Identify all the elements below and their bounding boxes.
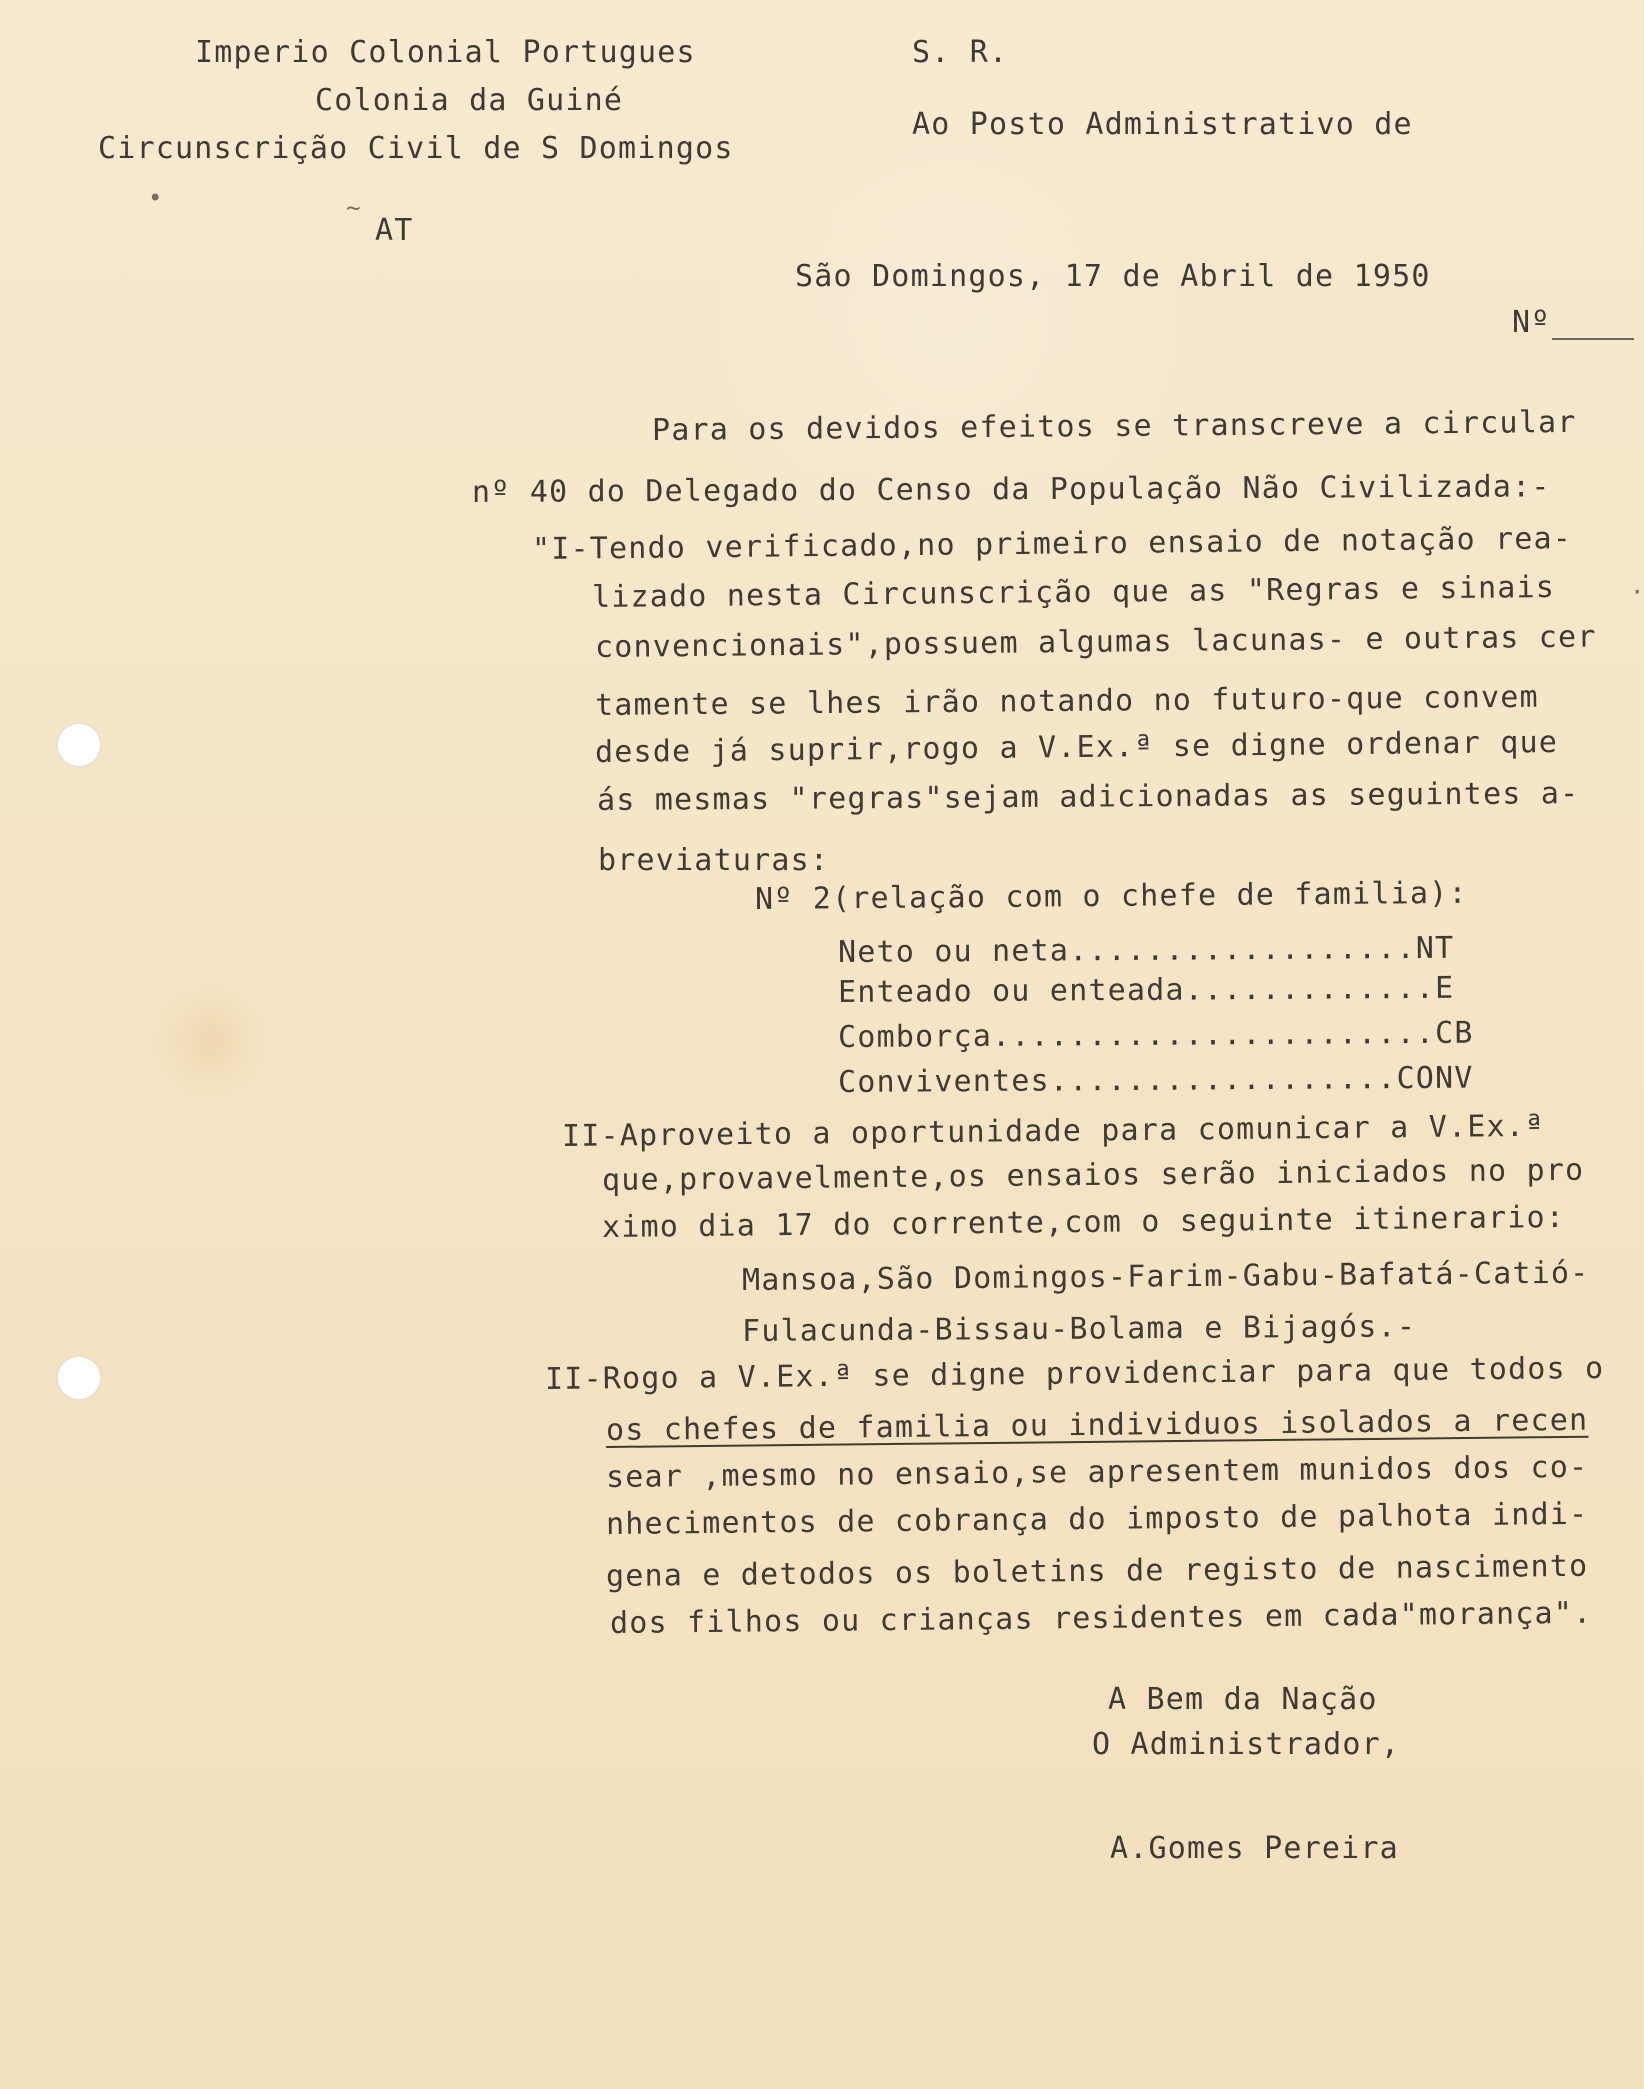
document-date: São Domingos, 17 de Abril de 1950 <box>795 259 1431 294</box>
document-number-line <box>1552 338 1634 340</box>
signature: A.Gomes Pereira <box>1110 1831 1399 1866</box>
ink-mark-right-edge: · <box>1630 578 1644 606</box>
section-iii-line-4: nhecimentos de cobrança do imposto de palhota indi- <box>605 1496 1589 1542</box>
header-recipient: Ao Posto Administrativo de <box>912 107 1413 142</box>
section-ii-line-3: ximo dia 17 do corrente,com o seguinte itinerario: <box>601 1199 1566 1245</box>
section-iii-line-3: sear ,mesmo no ensaio,se apresentem munidos dos co- <box>605 1449 1589 1495</box>
ink-mark-center: ~ <box>346 194 361 222</box>
header-code: AT <box>375 213 414 248</box>
abbreviation-item-1: Neto ou neta..................NT <box>837 930 1455 970</box>
section-i-line-6: ás mesmas "regras"sejam adicionadas as seguintes a- <box>596 776 1580 818</box>
header-sr: S. R. <box>912 35 1009 70</box>
abbreviation-item-3: Comborça.......................CB <box>837 1015 1474 1055</box>
header-line-1: Imperio Colonial Portugues <box>195 35 696 70</box>
section-ii-line-1: II-Aproveito a oportunidade para comunicar a V.Ex.ª <box>561 1108 1545 1154</box>
punch-hole-upper <box>57 723 101 767</box>
section-i-line-4: tamente se lhes irão notando no futuro-que convem <box>594 679 1539 723</box>
abbreviation-item-4: Conviventes..................CONV <box>837 1060 1474 1100</box>
underlined-family-heads-line: os chefes de familia ou individuos isolados a recen <box>605 1402 1589 1448</box>
section-iii-line-1: II-Rogo a V.Ex.ª se digne providenciar para que todos o <box>544 1350 1605 1397</box>
section-iii-line-5: gena e detodos os boletins de registo de nascimento <box>605 1548 1589 1594</box>
document-number-label: Nº <box>1512 305 1551 340</box>
header-line-3: Circunscrição Civil de S Domingos <box>98 131 734 166</box>
intro-line-1: Para os devidos efeitos se transcreve a circular <box>651 404 1577 448</box>
ink-mark-left: • <box>148 184 163 212</box>
abbreviation-item-2: Enteado ou enteada.............E <box>837 970 1455 1010</box>
section-i-line-2: lizado nesta Circunscrição que as "Regras e sinais <box>591 569 1556 615</box>
itinerary-line-2: Fulacunda-Bissau-Bolama e Bijagós.- <box>741 1309 1417 1349</box>
intro-line-2: nº 40 do Delegado do Censo da População Não Civilizada:- <box>471 469 1551 510</box>
section-i-line-1: "I-Tendo verificado,no primeiro ensaio de notação rea- <box>531 521 1573 567</box>
section-ii-line-2: que,provavelmente,os ensaios serão iniciados no pro <box>601 1152 1585 1198</box>
closing-line-2: O Administrador, <box>1092 1727 1401 1762</box>
punch-hole-lower <box>57 1356 101 1400</box>
section-i-line-7: breviaturas: <box>598 843 830 878</box>
section-i-line-3: convencionais",possuem algumas lacunas- e outras cer <box>594 619 1597 665</box>
header-line-2: Colonia da Guiné <box>315 83 624 118</box>
relationship-list-title: Nº 2(relação com o chefe de familia): <box>754 875 1468 917</box>
closing-line-1: A Bem da Nação <box>1108 1682 1378 1717</box>
section-iii-line-6: dos filhos ou crianças residentes em cada"morança". <box>609 1595 1593 1641</box>
itinerary-line-1: Mansoa,São Domingos-Farim-Gabu-Bafatá-Catió- <box>741 1255 1590 1298</box>
section-i-line-5: desde já suprir,rogo a V.Ex.ª se digne ordenar que <box>594 724 1559 770</box>
